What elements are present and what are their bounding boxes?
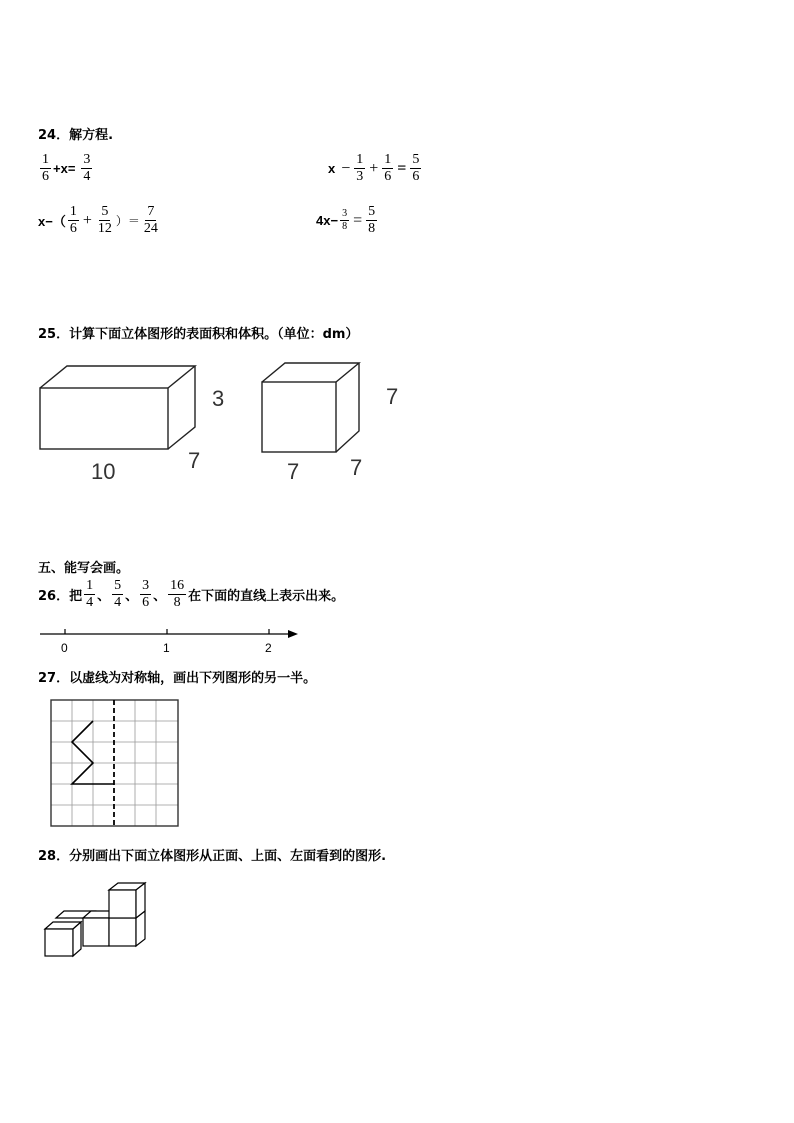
q26-prefix: 26．把 bbox=[38, 589, 83, 604]
fraction: $\frac{5}{8}$ bbox=[368, 204, 376, 236]
number-line bbox=[36, 622, 306, 658]
operator: = bbox=[397, 159, 407, 177]
fraction: $\frac{3}{6}$ bbox=[142, 578, 150, 610]
cuboid-length-label: 10 bbox=[91, 459, 116, 484]
symmetry-grid bbox=[47, 697, 182, 830]
section-5-title: 五、能写会画。 bbox=[38, 561, 130, 576]
q24-equation-1 bbox=[38, 152, 94, 185]
separator: 、 bbox=[97, 589, 111, 604]
cube-side-face bbox=[336, 363, 359, 452]
fraction: $\frac{1}{6}$ bbox=[69, 204, 77, 236]
fraction: $\frac{1}{3}$ bbox=[356, 152, 364, 184]
q28-title: 28．分别画出下面立体图形从正面、上面、左面看到的图形. bbox=[38, 849, 387, 864]
cuboid-front-face bbox=[40, 388, 168, 449]
cube-edge-right-label: 7 bbox=[386, 384, 399, 409]
fraction: $\frac{1}{6}$ bbox=[384, 152, 392, 184]
cube-top-face bbox=[262, 363, 359, 382]
fraction: $\frac{5}{12}$ bbox=[97, 204, 112, 236]
equation-text: x−（ bbox=[38, 214, 66, 229]
q24-equation-3 bbox=[38, 204, 162, 237]
q24-equation-2 bbox=[328, 152, 423, 185]
q24-equation-4 bbox=[316, 204, 379, 237]
operator: − bbox=[341, 159, 351, 177]
cuboid-figure bbox=[40, 366, 195, 449]
fraction: $\frac{1}{6}$ bbox=[42, 152, 49, 184]
equation-text: ）＝ bbox=[115, 214, 140, 228]
separator: 、 bbox=[125, 589, 139, 604]
cube-edge-front-label: 7 bbox=[287, 459, 300, 484]
q25-solid-figures bbox=[30, 355, 410, 490]
separator: 、 bbox=[153, 589, 167, 604]
cube-front-face bbox=[109, 918, 136, 946]
fraction: $\frac{7}{24}$ bbox=[143, 204, 158, 236]
number-line-label-2: 2 bbox=[265, 641, 272, 655]
equation-text: 4x− bbox=[316, 213, 339, 228]
number-line-label-1: 1 bbox=[163, 641, 170, 655]
cuboid-side-face bbox=[168, 366, 195, 449]
operator: + bbox=[82, 211, 92, 229]
fraction: $\frac{1}{4}$ bbox=[86, 578, 94, 610]
fraction: $\frac{16}{8}$ bbox=[170, 578, 185, 610]
cube-stack-figure bbox=[40, 878, 155, 960]
number-line-label-0: 0 bbox=[61, 641, 68, 655]
operator: + bbox=[369, 159, 379, 177]
equation-text: x bbox=[328, 161, 336, 176]
q26-prompt bbox=[38, 578, 344, 611]
fraction: $\frac{3}{4}$ bbox=[83, 152, 91, 184]
fraction: $\frac{3}{8}$ bbox=[342, 208, 348, 232]
cube-front-face bbox=[83, 918, 109, 946]
cuboid-height-label: 3 bbox=[212, 386, 225, 411]
q27-title: 27．以虚线为对称轴，画出下列图形的另一半。 bbox=[38, 671, 317, 686]
number-line-arrow bbox=[288, 630, 298, 638]
cube-front-face bbox=[262, 382, 336, 452]
cube-front-face bbox=[45, 929, 73, 956]
operator: = bbox=[353, 211, 363, 229]
cube-side-face bbox=[136, 883, 145, 918]
cube-front-face bbox=[109, 890, 136, 918]
fraction: $\frac{5}{6}$ bbox=[412, 152, 420, 184]
cube-figure bbox=[262, 363, 359, 452]
cuboid-width-label: 7 bbox=[188, 448, 201, 473]
q24-title: 24．解方程. bbox=[38, 128, 114, 143]
q25-title: 25．计算下面立体图形的表面积和体积。（单位：dm） bbox=[38, 327, 359, 342]
cuboid-top-face bbox=[40, 366, 195, 388]
q26-suffix: 在下面的直线上表示出来。 bbox=[188, 589, 345, 604]
cube-edge-depth-label: 7 bbox=[350, 455, 363, 480]
fraction: $\frac{5}{4}$ bbox=[114, 578, 122, 610]
equation-text: +x= bbox=[53, 161, 76, 176]
